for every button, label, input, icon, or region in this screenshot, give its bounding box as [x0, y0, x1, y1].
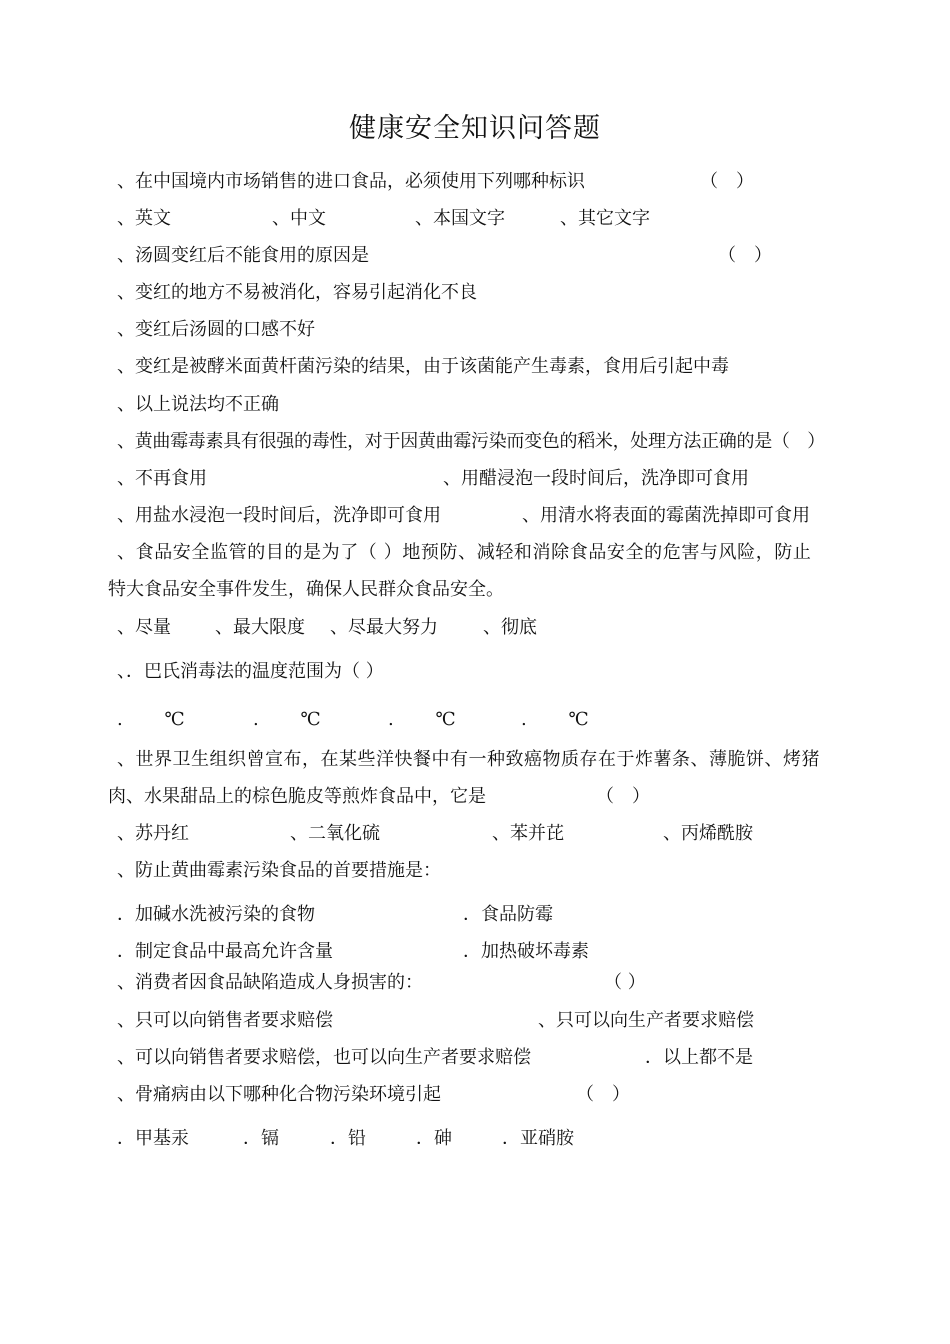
question-6-stem-line-1: 、世界卫生组织曾宣布，在某些洋快餐中有一种致癌物质存在于炸薯条、薄脆饼、烤猪 — [117, 749, 820, 770]
question-5-option-a: . ℃ — [117, 709, 185, 730]
question-4-option-c: 、尽最大努力 — [330, 617, 438, 638]
question-8-option-c: 、可以向销售者要求赔偿，也可以向生产者要求赔偿 — [117, 1047, 531, 1068]
question-9-option-e: ．亚硝胺 — [502, 1128, 574, 1149]
question-4-stem-line-2: 特大食品安全事件发生，确保人民群众食品安全。 — [108, 579, 504, 600]
question-3-option-b: 、用醋浸泡一段时间后，洗净即可食用 — [443, 468, 749, 489]
question-2-option-c: 、变红是被酵米面黄杆菌污染的结果，由于该菌能产生毒素，食用后引起中毒 — [117, 356, 729, 377]
question-1-answer-blank: （ ） — [700, 171, 754, 192]
question-3-option-d: 、用清水将表面的霉菌洗掉即可食用 — [522, 505, 810, 526]
question-4-stem-line-1: 、食品安全监管的目的是为了（ ）地预防、减轻和消除食品安全的危害与风险，防止 — [117, 542, 812, 563]
question-6-stem-line-2: 肉、水果甜品上的棕色脆皮等煎炸食品中，它是 — [108, 786, 486, 807]
question-4-option-d: 、彻底 — [483, 617, 537, 638]
question-6-option-d: 、丙烯酰胺 — [663, 823, 753, 844]
question-9-option-c: ．铅 — [330, 1128, 366, 1149]
question-2-stem: 、汤圆变红后不能食用的原因是 — [117, 245, 369, 266]
question-1-option-b: 、中文 — [272, 208, 326, 229]
question-3-option-a: 、不再食用 — [117, 468, 207, 489]
question-2-option-a: 、变红的地方不易被消化，容易引起消化不良 — [117, 282, 477, 303]
question-4-option-a: 、尽量 — [117, 617, 171, 638]
question-8-option-d: ．以上都不是 — [645, 1047, 753, 1068]
question-8-option-a: 、只可以向销售者要求赔偿 — [117, 1010, 333, 1031]
question-8-answer-blank: （ ） — [604, 972, 646, 993]
question-3-stem: 、黄曲霉毒素具有很强的毒性，对于因黄曲霉污染而变色的稻米，处理方法正确的是（ ） — [117, 431, 825, 452]
question-7-option-d: ．加热破坏毒素 — [463, 941, 589, 962]
question-5-option-c: . ℃ — [388, 709, 456, 730]
question-1-option-c: 、本国文字 — [415, 208, 505, 229]
question-2-option-b: 、变红后汤圆的口感不好 — [117, 319, 315, 340]
question-9-answer-blank: （ ） — [576, 1084, 630, 1105]
question-5-option-b: . ℃ — [253, 709, 321, 730]
question-8-option-b: 、只可以向生产者要求赔偿 — [538, 1010, 754, 1031]
question-2-option-d: 、以上说法均不正确 — [117, 394, 279, 415]
question-5-option-d: . ℃ — [521, 709, 589, 730]
question-7-option-a: ．加碱水洗被污染的食物 — [117, 904, 315, 925]
question-1-option-a: 、英文 — [117, 208, 171, 229]
question-4-option-b: 、最大限度 — [215, 617, 305, 638]
question-7-option-b: ．食品防霉 — [463, 904, 553, 925]
question-5-stem: 、．巴氏消毒法的温度范围为（ ） — [117, 661, 384, 682]
page-title: 健康安全知识问答题 — [349, 113, 601, 144]
question-9-option-a: ．甲基汞 — [117, 1128, 189, 1149]
question-8-stem: 、消费者因食品缺陷造成人身损害的： — [117, 972, 423, 993]
question-9-stem: 、骨痛病由以下哪种化合物污染环境引起 — [117, 1084, 441, 1105]
question-9-option-b: ．镉 — [243, 1128, 279, 1149]
question-2-answer-blank: （ ） — [718, 245, 772, 266]
question-1-option-d: 、其它文字 — [560, 208, 650, 229]
question-9-option-d: ．砷 — [416, 1128, 452, 1149]
question-1-stem: 、在中国境内市场销售的进口食品，必须使用下列哪种标识 — [117, 171, 585, 192]
question-6-option-c: 、苯并芘 — [492, 823, 564, 844]
question-3-option-c: 、用盐水浸泡一段时间后，洗净即可食用 — [117, 505, 441, 526]
question-7-stem: 、防止黄曲霉素污染食品的首要措施是： — [117, 860, 441, 881]
question-6-option-a: 、苏丹红 — [117, 823, 189, 844]
question-6-answer-blank: （ ） — [596, 786, 650, 807]
question-6-option-b: 、二氧化硫 — [290, 823, 380, 844]
question-7-option-c: ．制定食品中最高允许含量 — [117, 941, 333, 962]
